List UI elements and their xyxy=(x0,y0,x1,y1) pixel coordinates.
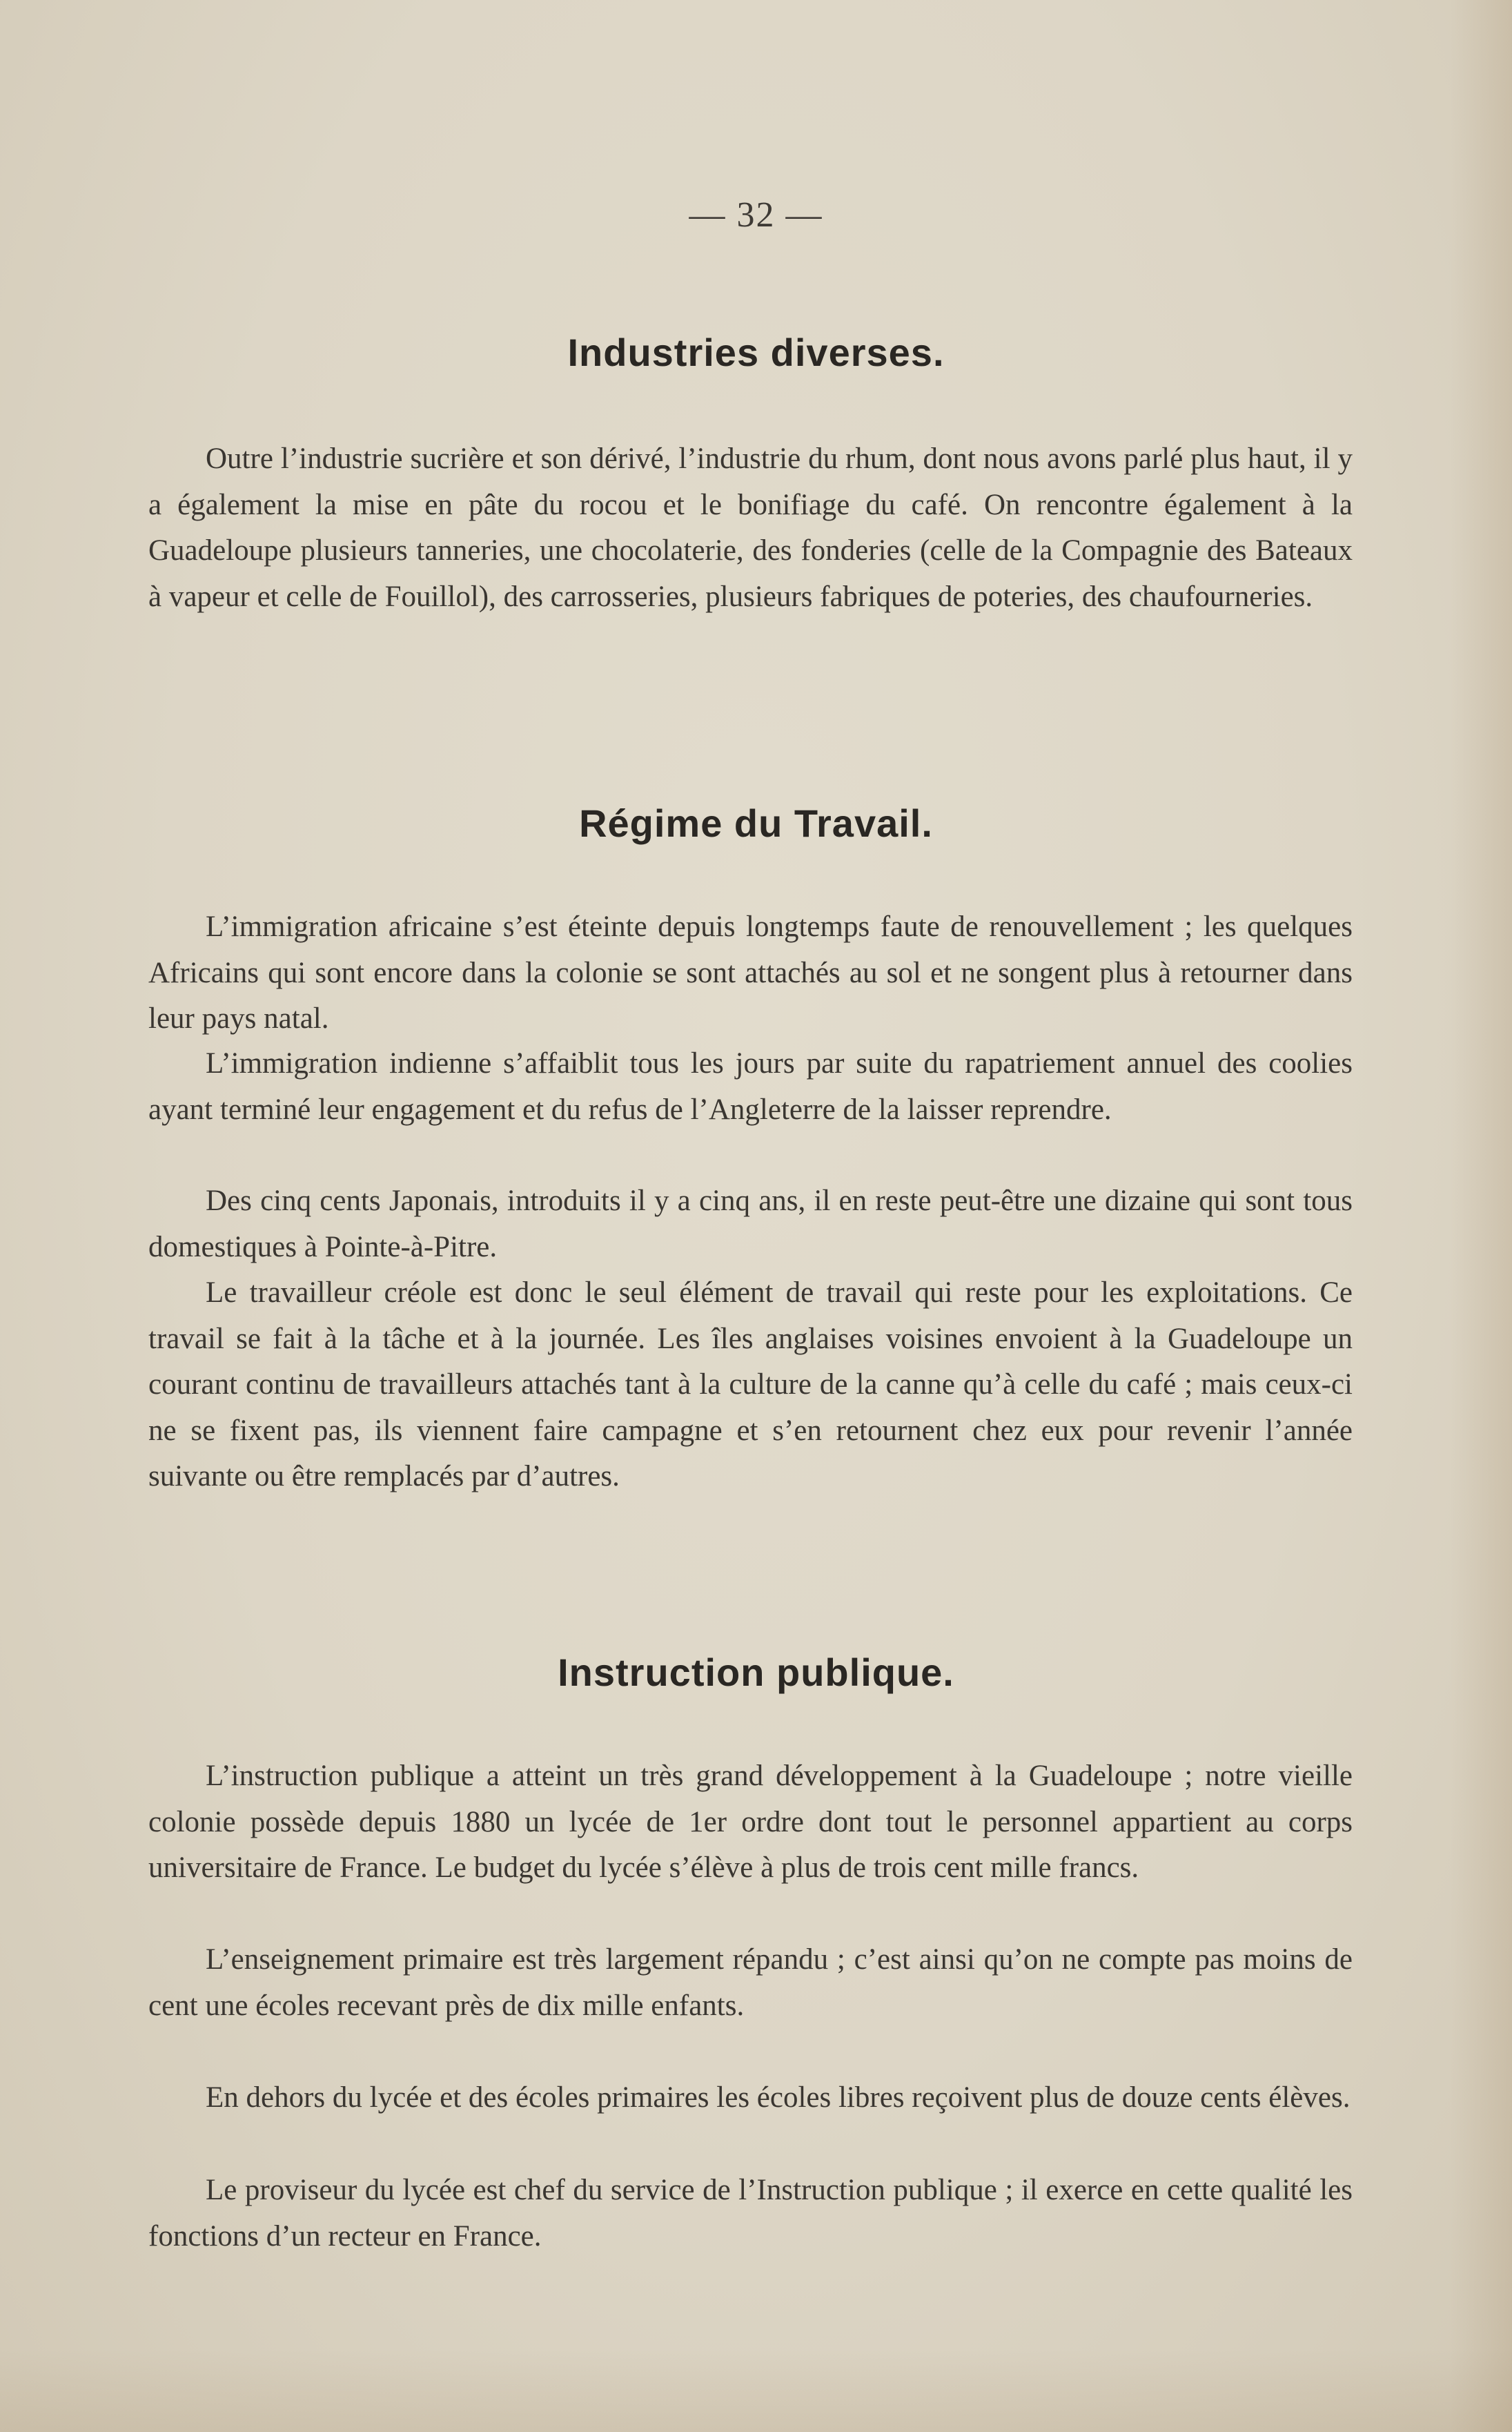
section-heading-instruction: Instruction publique. xyxy=(558,1651,954,1694)
paragraph-immigration-indienne: L’immigration indienne s’affaiblit tous les jours par suite du rapatriement annuel des coolies ayant terminé leur engagement et du refus de l’Angleterre de la laisser reprendre. xyxy=(148,1047,1353,1126)
paragraph-proviseur: Le proviseur du lycée est chef du service de l’Instruction publique ; il exerce en cette qualité les fonctions d’un recteur en France. xyxy=(148,2174,1353,2253)
section-heading-regime-travail: Régime du Travail. xyxy=(579,801,933,845)
paragraph-japonais: Des cinq cents Japonais, introduits il y a cinq ans, il en reste peut-être une dizaine qui sont tous domestiques à Pointe-à-Pitre. xyxy=(148,1185,1353,1263)
paragraph-enseignement-primaire: L’enseignement primaire est très largement répandu ; c’est ainsi qu’on ne compte pas moins de cent une écoles recevant près de dix mille enfants. xyxy=(148,1943,1353,2022)
page-number: — 32 — xyxy=(689,195,823,235)
paragraph-instruction-publique: L’instruction publique a atteint un très grand développement à la Guadeloupe ; notre vieille colonie possède depuis 1880 un lycée de 1er ordre dont tout le personnel appartient au corps universitaire de France. Le budget du lycée s’élève à plus de trois cent mille francs. xyxy=(148,1760,1353,1884)
paragraph-travailleur-creole: Le travailleur créole est donc le seul élément de travail qui reste pour les exploitations. Ce travail se fait à la tâche et à la journée. Les îles anglaises voisines envoient à la Guadeloupe un courant continu de travailleurs attachés tant à la culture de la canne qu’à celle du café ; mais ceux-ci ne se fixent pas, ils viennent faire campagne et s’en retournent chez eux pour revenir l’année suivante ou être remplacés par d’autres. xyxy=(148,1276,1353,1492)
paragraph-industries: Outre l’industrie sucrière et son dérivé, l’industrie du rhum, dont nous avons parlé plus haut, il y a également la mise en pâte du rocou et le bonifiage du café. On rencontre également à la Guadeloupe plusieurs tanneries, une chocolaterie, des fonderies (celle de la Compagnie des Bateaux à vapeur et celle de Fouillol), des carrosseries, plusieurs fabriques de poteries, des chaufourneries. xyxy=(148,442,1353,613)
paragraph-ecoles-libres: En dehors du lycée et des écoles primaires les écoles libres reçoivent plus de douze cents élèves. xyxy=(206,2081,1351,2114)
page-bottom-shadow xyxy=(0,2349,1512,2432)
paragraph-immigration-africaine: L’immigration africaine s’est éteinte depuis longtemps faute de renouvellement ; les quelques Africains qui sont encore dans la colonie se sont attachés au sol et ne songent plus à retourner dans leur pays natal. xyxy=(148,911,1353,1035)
section-heading-industries: Industries diverses. xyxy=(567,331,945,374)
